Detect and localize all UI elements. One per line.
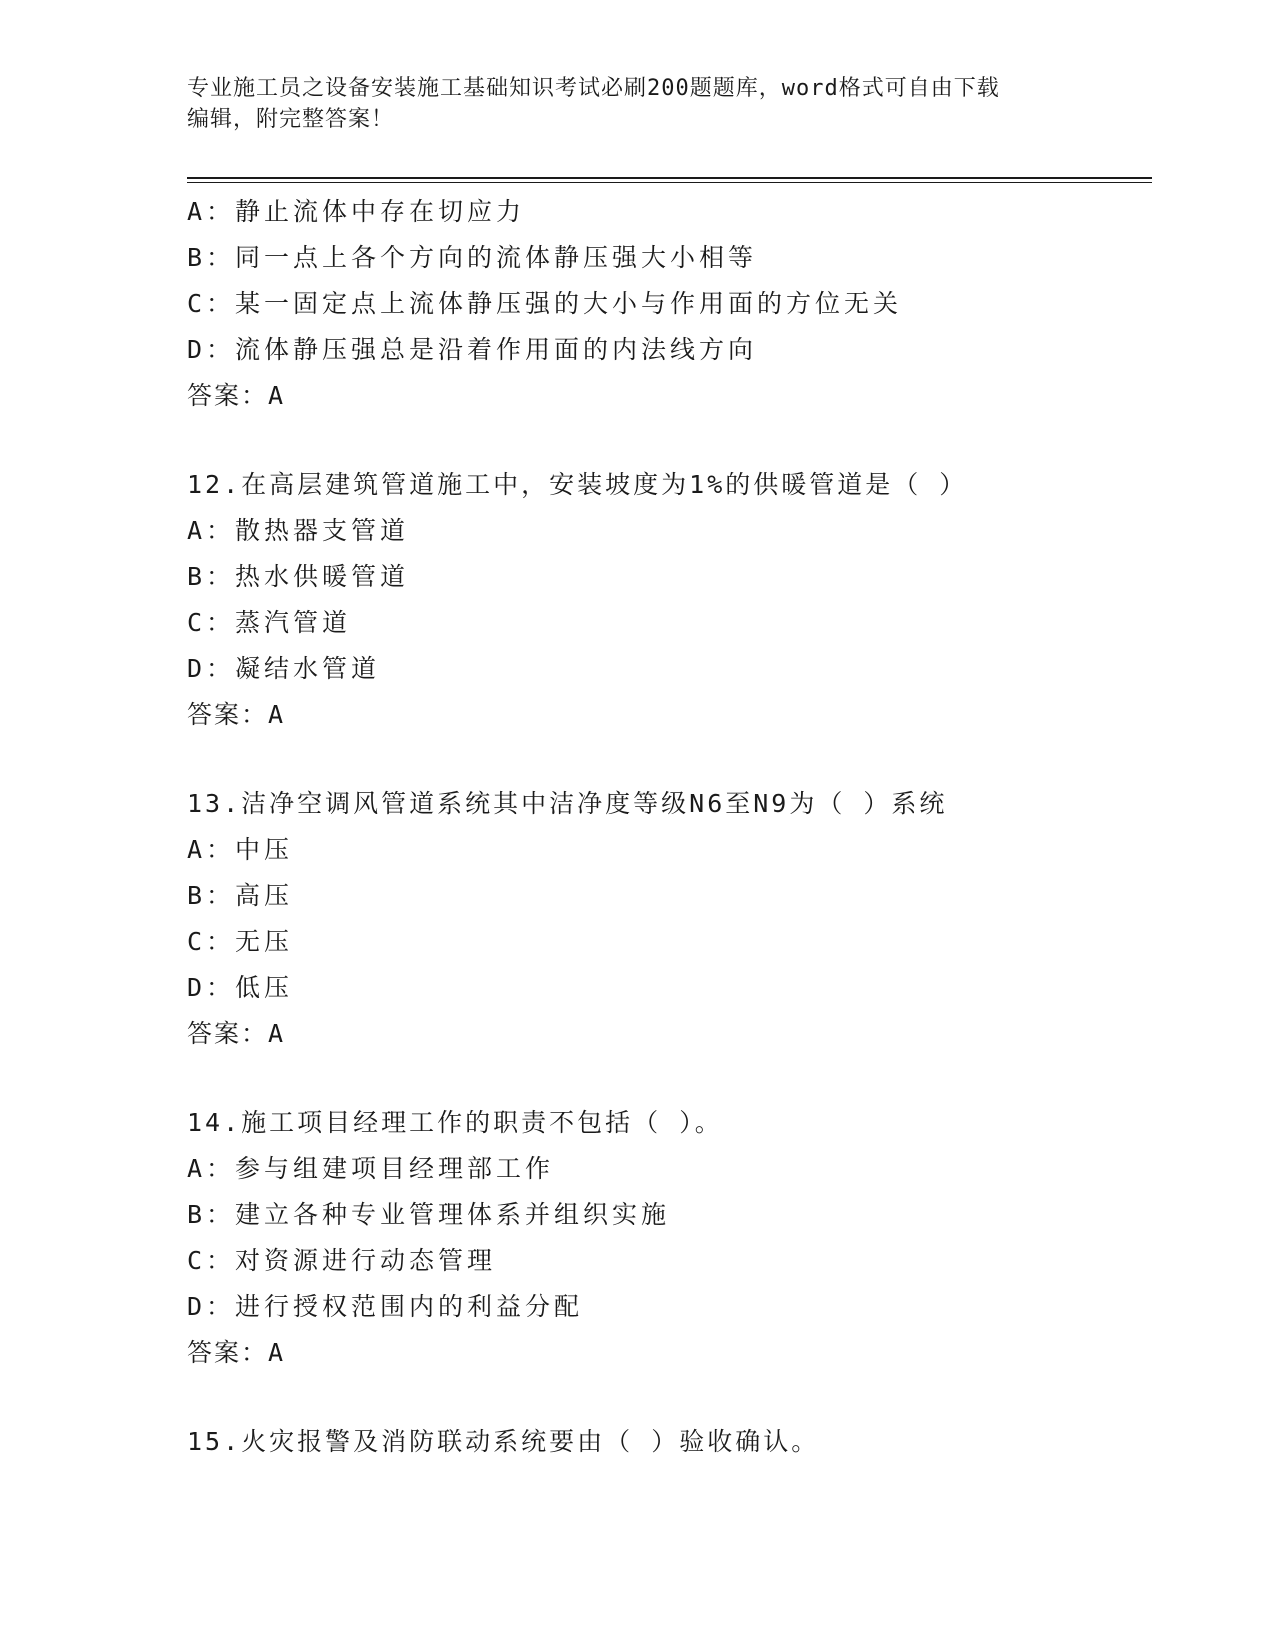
answer-line: 答案：A: [187, 700, 286, 729]
header-title-line-2: 编辑，附完整答案！: [187, 107, 395, 132]
block-spacer: [187, 419, 1152, 462]
question-block: [187, 781, 1152, 1057]
question-block: [187, 462, 1152, 738]
option-c: C：蒸汽管道: [187, 608, 352, 637]
option-a: A：中压: [187, 835, 294, 864]
option-d: D：进行授权范围内的利益分配: [187, 1292, 584, 1321]
option-a: A：散热器支管道: [187, 516, 410, 545]
block-spacer: [187, 1057, 1152, 1100]
option-b: B：同一点上各个方向的流体静压强大小相等: [187, 243, 758, 272]
option-a: A：静止流体中存在切应力: [187, 197, 526, 226]
header-divider-thin: [187, 182, 1152, 183]
option-c: C：对资源进行动态管理: [187, 1246, 497, 1275]
block-spacer: [187, 1376, 1152, 1419]
document-header: [187, 73, 1067, 135]
question-text: 15.火灾报警及消防联动系统要由（ ）验收确认。: [187, 1427, 820, 1456]
option-c: C：某一固定点上流体静压强的大小与作用面的方位无关: [187, 289, 903, 318]
answer-line: 答案：A: [187, 1338, 286, 1367]
question-block: [187, 1100, 1152, 1376]
answer-line: 答案：A: [187, 381, 286, 410]
option-b: B：建立各种专业管理体系并组织实施: [187, 1200, 671, 1229]
option-d: D：流体静压强总是沿着作用面的内法线方向: [187, 335, 758, 364]
answer-line: 答案：A: [187, 1019, 286, 1048]
question-block: [187, 189, 1152, 419]
option-b: B：高压: [187, 881, 294, 910]
question-text: 12.在高层建筑管道施工中，安装坡度为1%的供暖管道是（ ）: [187, 470, 968, 499]
option-d: D：低压: [187, 973, 294, 1002]
question-block: [187, 1419, 1152, 1465]
option-b: B：热水供暖管道: [187, 562, 410, 591]
option-a: A：参与组建项目经理部工作: [187, 1154, 555, 1183]
option-c: C：无压: [187, 927, 294, 956]
question-text: 13.洁净空调风管道系统其中洁净度等级N6至N9为（ ）系统: [187, 789, 948, 818]
question-list: [187, 189, 1152, 1465]
header-divider-thick: [187, 177, 1152, 179]
option-d: D：凝结水管道: [187, 654, 381, 683]
question-text: 14.施工项目经理工作的职责不包括（ ）。: [187, 1108, 723, 1137]
block-spacer: [187, 738, 1152, 781]
header-title-line-1: 专业施工员之设备安装施工基础知识考试必刷200题题库，word格式可自由下载: [187, 76, 1000, 101]
